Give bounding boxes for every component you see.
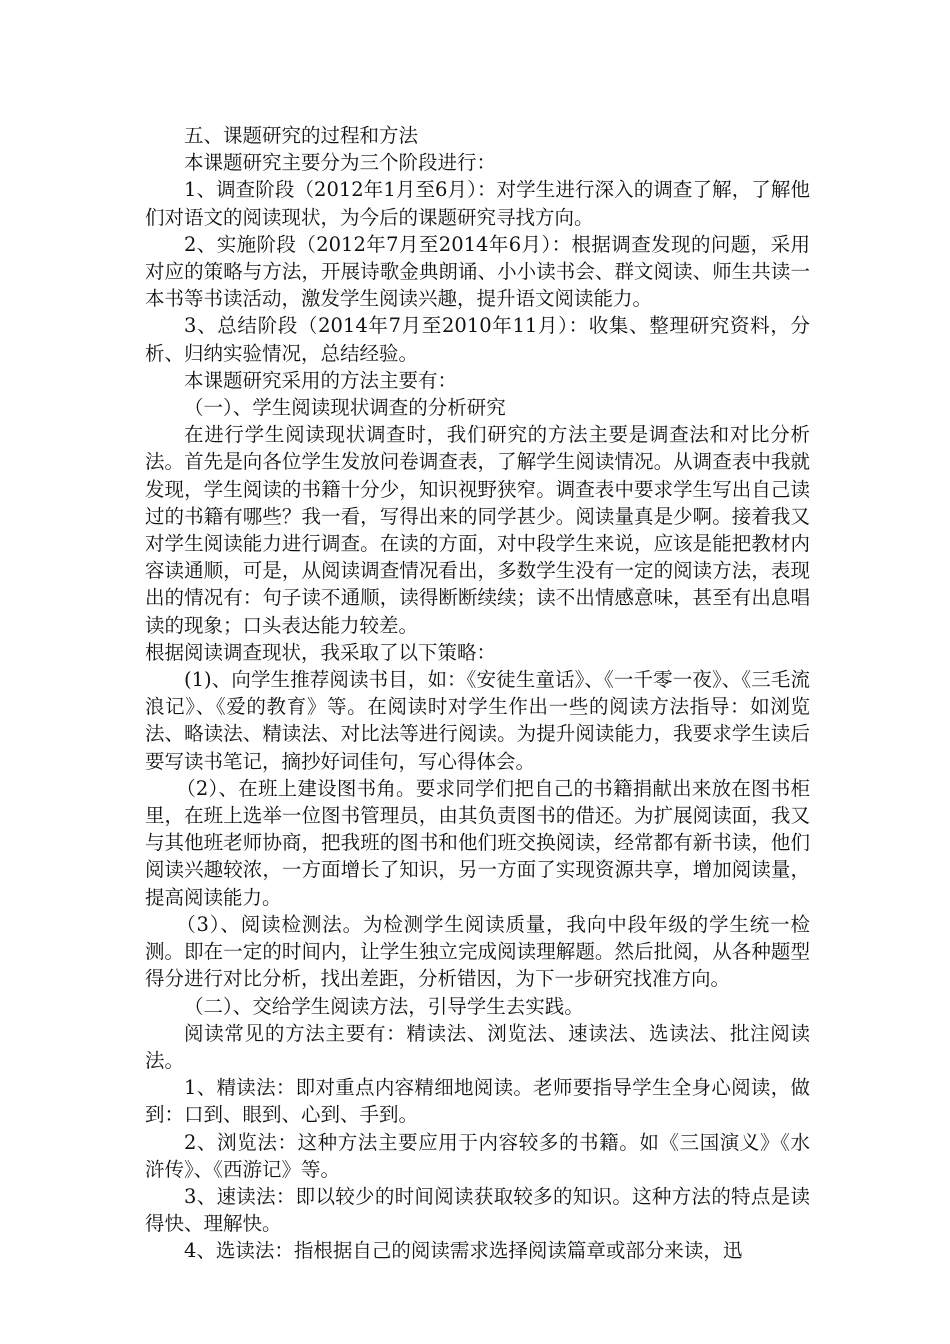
document-page: [145, 122, 810, 1265]
paragraph: （2）、在班上建设图书角。要求同学们把自己的书籍捐献出来放在图书柜里，在班上选举一位图书管理员，由其负责图书的借还。为扩展阅读面，我又与其他班老师协商，把我班的图书和他们班交换阅读，经常都有新书读，他们阅读兴趣较浓，一方面增长了知识，另一方面了实现资源共享，增加阅读量，提高阅读能力。: [145, 776, 810, 909]
subsection-heading: （一）、学生阅读现状调查的分析研究: [184, 396, 506, 420]
paragraph: (1)、向学生推荐阅读书目，如：《安徒生童话》、《一千零一夜》、《三毛流浪记》、《爱的教育》等。在阅读时对学生作出一些的阅读方法指导：如浏览法、略读法、精读法、对比法等进行阅读。为提升阅读能力，我要求学生读后要写读书笔记，摘抄好词佳句，写心得体会。: [145, 668, 810, 773]
paragraph: 1、精读法：即对重点内容精细地阅读。老师要指导学生全身心阅读，做到：口到、眼到、心到、手到。: [145, 1076, 810, 1127]
section-heading: 五、课题研究的过程和方法: [184, 124, 419, 147]
paragraph: 2、实施阶段（2012年7月至2014年6月）：根据调查发现的问题，采用对应的策略与方法，开展诗歌金典朗诵、小小读书会、群文阅读、师生共读一本书等书读活动，激发学生阅读兴趣，提升语文阅读能力。: [145, 232, 810, 311]
paragraph: 3、总结阶段（2014年7月至2010年11月）：收集、整理研究资料，分析、归纳实验情况，总结经验。: [145, 314, 810, 365]
subsection-heading: （二）、交给学生阅读方法，引导学生去实践。: [184, 994, 584, 1018]
paragraph: 本课题研究采用的方法主要有：: [184, 368, 458, 392]
paragraph: （3）、阅读检测法。为检测学生阅读质量，我向中段年级的学生统一检测。即在一定的时间内，让学生独立完成阅读理解题。然后批阅，从各种题型得分进行对比分析，找出差距，分析错因，为下一步研究找准方向。: [145, 912, 810, 991]
paragraph: 阅读常见的方法主要有：精读法、浏览法、速读法、选读法、批注阅读法。: [145, 1021, 810, 1072]
paragraph: 1、调查阶段（2012年1月至6月）：对学生进行深入的调查了解，了解他们对语文的阅读现状，为今后的课题研究寻找方向。: [145, 178, 810, 229]
paragraph: 本课题研究主要分为三个阶段进行：: [184, 151, 497, 175]
paragraph: 2、浏览法：这种方法主要应用于内容较多的书籍。如《三国演义》《水浒传》、《西游记》等。: [145, 1130, 810, 1181]
paragraph: 在进行学生阅读现状调查时，我们研究的方法主要是调查法和对比分析法。首先是向各位学生发放问卷调查表，了解学生阅读情况。从调查表中我就发现，学生阅读的书籍十分少，知识视野狭窄。调查表中要求学生写出自己读过的书籍有哪些？我一看，写得出来的同学甚少。阅读量真是少啊。接着我又对学生阅读能力进行调查。在读的方面，对中段学生来说，应该是能把教材内容读通顺，可是，从阅读调查情况看出，多数学生没有一定的阅读方法，表现出的情况有：句子读不通顺，读得断断续续；读不出情感意味，甚至有出息唱读的现象；口头表达能力较差。: [145, 423, 810, 637]
paragraph: 4、选读法：指根据自己的阅读需求选择阅读篇章或部分来读，迅: [184, 1239, 743, 1263]
paragraph: 3、速读法：即以较少的时间阅读获取较多的知识。这种方法的特点是读得快、理解快。: [145, 1184, 810, 1236]
paragraph: 根据阅读调查现状，我采取了以下策略：: [145, 640, 497, 664]
